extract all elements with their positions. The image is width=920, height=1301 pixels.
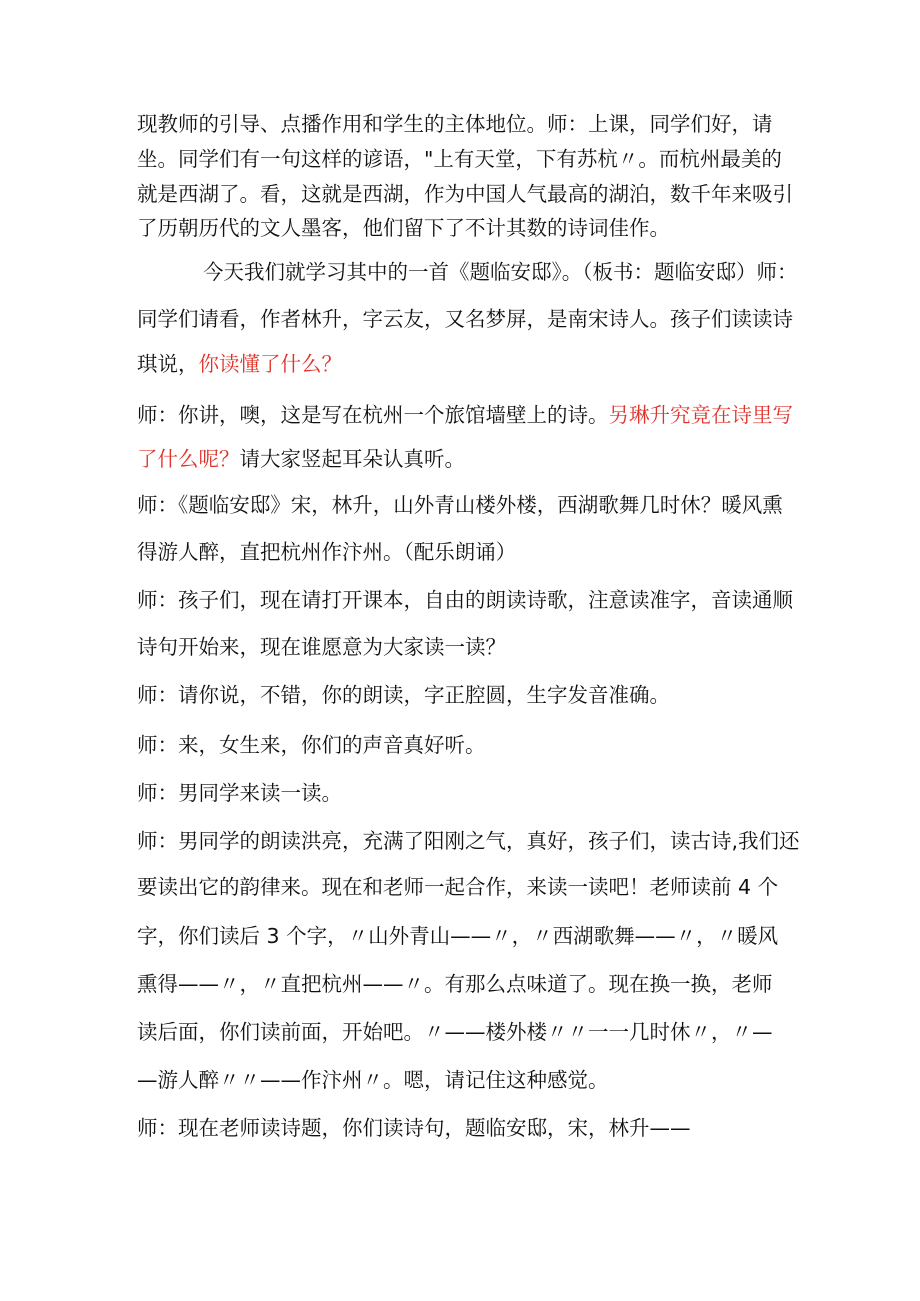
text-line <box>137 922 778 950</box>
text-segment: 坐。同学们有一句这样的谚语，"上有天堂，下有苏杭〃。而杭州最美的 <box>137 147 782 171</box>
text-segment: 师：你讲，噢，这是写在杭州一个旅馆墙壁上的诗。 <box>137 403 609 427</box>
text-segment: 字，你们读后 3 个字，〃山外青山——〃，〃西湖歌舞——〃，〃暖风 <box>137 924 779 948</box>
text-line <box>137 145 782 173</box>
text-segment: 师：《题临安邸》宋，林升，山外青山楼外楼，西湖歌舞几时休？暖风熏 <box>137 493 783 517</box>
text-line <box>137 970 773 998</box>
text-line <box>137 401 793 429</box>
text-line <box>137 1066 609 1094</box>
text-line <box>137 305 793 333</box>
text-segment: 同学们请看，作者林升，字云友，又名梦屏，是南宋诗人。孩子们读读诗 <box>137 307 793 331</box>
text-line <box>137 180 793 208</box>
text-line <box>137 538 516 566</box>
text-line <box>137 873 778 901</box>
text-line <box>137 731 486 759</box>
text-line <box>137 110 773 138</box>
text-segment: 师：请你说，不错，你的朗读，字正腔圆，生字发音准确。 <box>137 683 670 707</box>
text-line <box>137 491 783 519</box>
text-segment: 请大家竖起耳朵认真听。 <box>239 447 465 471</box>
text-segment: —游人醉〃〃——作汴州〃。嗯，请记住这种感觉。 <box>137 1068 609 1092</box>
text-segment: 得游人醉，直把杭州作汴州。（配乐朗诵） <box>137 540 517 564</box>
text-segment: 熏得——〃，〃直把杭州——〃。有那么点味道了。现在换一换，老师 <box>137 972 773 996</box>
text-line <box>137 633 506 661</box>
text-segment: 要读出它的韵律来。现在和老师一起合作，来读一读吧！老师读前 4 个 <box>137 875 779 899</box>
text-line <box>137 350 342 378</box>
text-line <box>137 214 670 242</box>
text-line <box>137 586 793 614</box>
text-line <box>203 258 798 286</box>
text-segment: 现教师的引导、点播作用和学生的主体地位。师：上课，同学们好，请 <box>137 112 773 136</box>
text-segment: 诗句开始来，现在谁愿意为大家读一读？ <box>137 635 506 659</box>
highlighted-question: 另琳升究竟在诗里写 <box>608 403 793 427</box>
text-segment: 就是西湖了。看，这就是西湖，作为中国人气最高的湖泊，数千年来吸引 <box>137 182 793 206</box>
text-segment: 琪说， <box>137 352 199 376</box>
text-segment: 师：男同学的朗读洪亮，充满了阳刚之气，真好，孩子们，读古诗,我们还 <box>137 829 800 853</box>
text-line <box>137 445 465 473</box>
text-segment: 师：来，女生来，你们的声音真好听。 <box>137 733 486 757</box>
text-segment: 师：男同学来读一读。 <box>137 781 342 805</box>
text-segment: 师：孩子们，现在请打开课本，自由的朗读诗歌，注意读准字，音读通顺 <box>137 588 793 612</box>
text-line <box>137 1018 773 1046</box>
text-segment: 师：现在老师读诗题，你们读诗句，题临安邸，宋，林升—— <box>137 1116 691 1140</box>
highlighted-question: 了什么呢？ <box>137 447 240 471</box>
text-segment: 读后面，你们读前面，开始吧。〃——楼外楼〃〃一一几时休〃，〃— <box>137 1020 773 1044</box>
text-line <box>137 681 670 709</box>
text-line <box>137 1114 691 1142</box>
text-segment: 了历朝历代的文人墨客，他们留下了不计其数的诗词佳作。 <box>137 216 670 240</box>
highlighted-question: 你读懂了什么？ <box>198 352 342 376</box>
text-line <box>137 779 342 807</box>
text-segment: 今天我们就学习其中的一首《题临安邸》。（板书：题临安邸）师： <box>203 260 798 284</box>
text-line <box>137 827 800 855</box>
